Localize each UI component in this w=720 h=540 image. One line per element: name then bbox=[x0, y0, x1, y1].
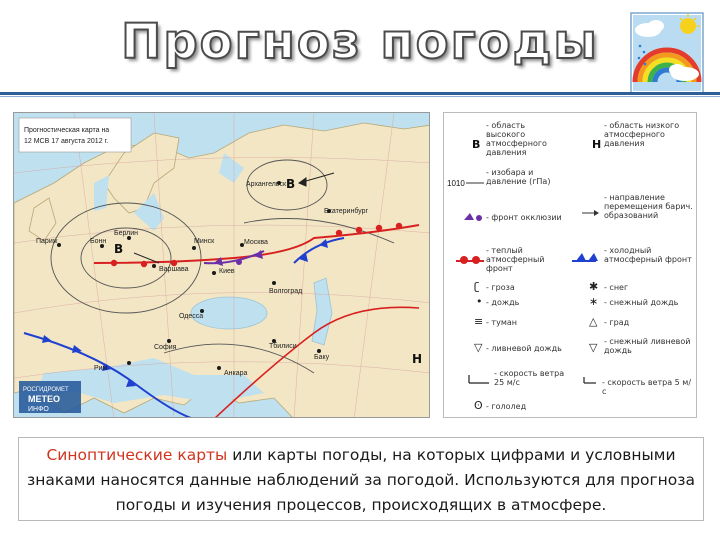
city-label: Одесса bbox=[179, 313, 204, 320]
legend-fog: - туман bbox=[486, 318, 517, 327]
city-label: Екатеринбург bbox=[324, 208, 369, 215]
city-label: Рим bbox=[94, 365, 108, 372]
city-label: Волгоград bbox=[269, 288, 303, 295]
svg-text:✱: ✱ bbox=[589, 280, 599, 293]
svg-text:≡: ≡ bbox=[474, 315, 484, 328]
city-label: Баку bbox=[314, 354, 330, 361]
header-rule-thin bbox=[0, 96, 720, 97]
legend-hail: - град bbox=[604, 318, 630, 327]
synoptic-map bbox=[13, 112, 430, 418]
low-pressure-symbol: Н bbox=[592, 138, 602, 151]
city-label: Бонн bbox=[90, 238, 107, 245]
city-label: Архангельск bbox=[246, 181, 287, 188]
legend-cold-front: - холодный атмосферный фронт bbox=[604, 246, 692, 264]
legend-symbols bbox=[444, 113, 697, 418]
legend-sleet: - снежный дождь bbox=[604, 298, 679, 307]
pressure-high-label: В bbox=[114, 242, 124, 256]
legend-thunderstorm: - гроза bbox=[486, 283, 515, 292]
svg-text:▽: ▽ bbox=[474, 341, 483, 354]
caption-box bbox=[18, 437, 704, 521]
legend-snow-shower: - снежный ливневой дождь bbox=[604, 337, 691, 355]
svg-text:ʘ: ʘ bbox=[474, 399, 483, 412]
svg-text:▽: ▽ bbox=[589, 341, 598, 354]
city-label: Берлин bbox=[114, 230, 139, 237]
legend-wind-5: - скорость ветра 5 м/с bbox=[602, 378, 692, 396]
svg-text:•: • bbox=[476, 295, 483, 308]
pressure-high-label: В bbox=[286, 177, 296, 191]
city-label: Киев bbox=[219, 268, 235, 275]
brand-line1: РОСГИДРОМЕТ bbox=[23, 387, 69, 393]
map-header-line1: Прогностическая карта на bbox=[24, 127, 110, 134]
high-pressure-symbol: В bbox=[472, 138, 481, 151]
legend-occlusion: - фронт окклюзии bbox=[486, 213, 562, 222]
legend-rain: - дождь bbox=[486, 298, 520, 307]
city-label: Тбилиси bbox=[269, 343, 297, 350]
legend-wind-25: - скорость ветра 25 м/с bbox=[494, 369, 565, 387]
caption-text: или карты погоды, на которых цифрами и условными знаками наносятся данные наблюдений за погодой. Используются для прогноза погоды и изучения процессов, происходящих в атмосфере. bbox=[26, 446, 696, 514]
synoptic-map-drawing bbox=[14, 113, 430, 418]
svg-text:△: △ bbox=[589, 315, 598, 328]
legend-high-pressure: - область высокого атмосферного давления bbox=[486, 121, 547, 157]
city-label: Анкара bbox=[224, 370, 248, 377]
city-label: София bbox=[154, 344, 177, 351]
legend-ice: - гололед bbox=[486, 402, 527, 411]
brand-line3: ИНФО bbox=[28, 406, 49, 413]
weather-logo-icon bbox=[630, 12, 704, 94]
city-label: Варшава bbox=[159, 266, 189, 273]
city-label: Париж bbox=[36, 238, 58, 245]
header-rule bbox=[0, 92, 720, 95]
city-label: Минск bbox=[194, 238, 215, 245]
isobar-value: 1010 bbox=[447, 179, 465, 188]
legend-isobar: - изобара и давление (гПа) bbox=[486, 168, 551, 186]
legend-snow: - снег bbox=[604, 283, 629, 292]
map-legend bbox=[443, 112, 697, 418]
brand-line2: МЕТЕО bbox=[28, 394, 61, 404]
city-label: Москва bbox=[244, 239, 268, 246]
pressure-low-label: Н bbox=[412, 352, 423, 366]
legend-low-pressure: - область низкого атмосферного давления bbox=[604, 121, 680, 148]
legend-shower-rain: - ливневой дождь bbox=[486, 344, 562, 353]
caption-highlight: Синоптические карты bbox=[46, 446, 228, 464]
legend-warm-front: - теплый атмосферный фронт bbox=[486, 246, 545, 273]
map-header-line2: 12 МСВ 17 августа 2012 г. bbox=[24, 138, 109, 145]
svg-text:∗: ∗ bbox=[589, 295, 599, 308]
slide-title: Прогноз погоды bbox=[121, 14, 599, 70]
svg-text:ʗ: ʗ bbox=[474, 280, 480, 293]
legend-movement: - направление перемещения барич. образований bbox=[604, 193, 693, 220]
